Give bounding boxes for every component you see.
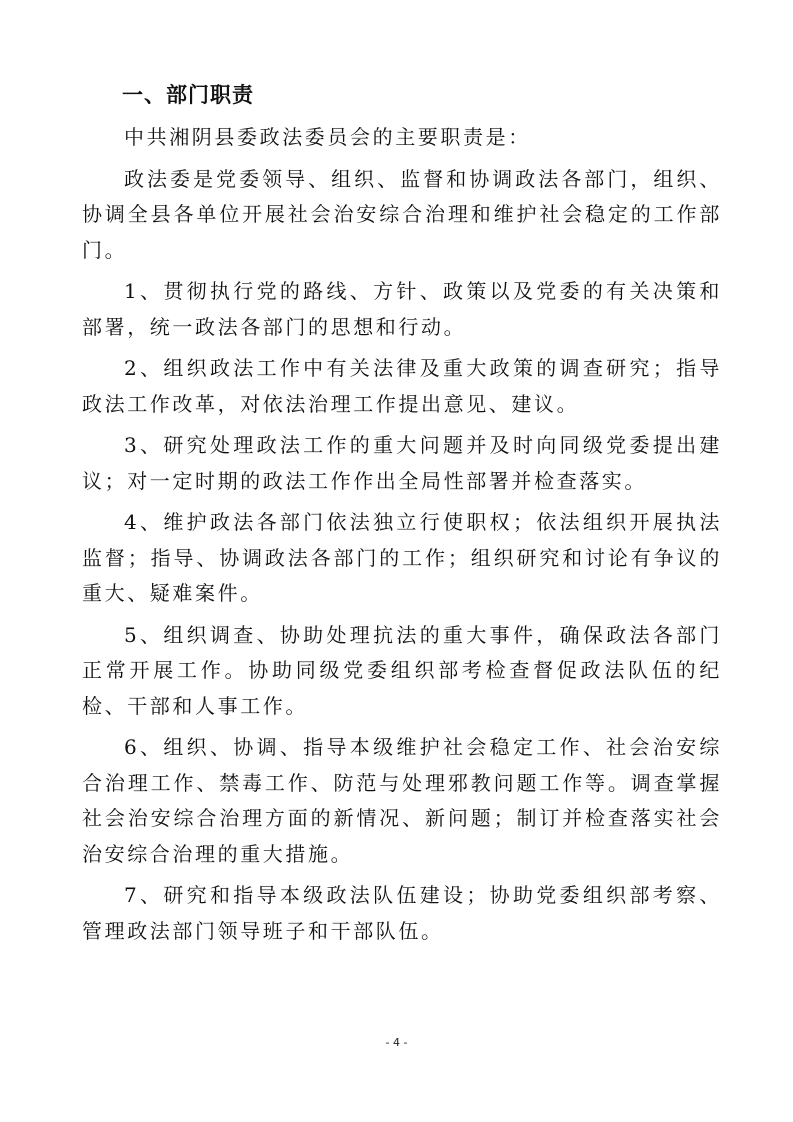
page-number: - 4 - [385,1036,408,1049]
duty-item-7: 7、研究和指导本级政法队伍建设；协助党委组织部考察、管理政法部门领导班子和干部队伍。 [82,883,722,943]
duty-item-1: 1、贯彻执行党的路线、方针、政策以及党委的有关决策和部署，统一政法各部门的思想和行动。 [82,279,722,339]
page-content [82,78,722,955]
duty-item-5: 5、组织调查、协助处理抗法的重大事件，确保政法各部门正常开展工作。协助同级党委组织部考检查督促政法队伍的纪检、干部和人事工作。 [82,622,722,718]
overview-paragraph: 政法委是党委领导、组织、监督和协调政法各部门，组织、协调全县各单位开展社会治安综合治理和维护社会稳定的工作部门。 [82,166,722,262]
section-heading: 一、部门职责 [122,83,254,107]
duty-item-2: 2、组织政法工作中有关法律及重大政策的调查研究；指导政法工作改革，对依法治理工作提出意见、建议。 [82,356,722,416]
duty-item-3: 3、研究处理政法工作的重大问题并及时向同级党委提出建议；对一定时期的政法工作作出全局性部署并检查落实。 [82,433,722,493]
duty-item-6: 6、组织、协调、指导本级维护社会稳定工作、社会治安综合治理工作、禁毒工作、防范与处理邪教问题工作等。调查掌握社会治安综合治理方面的新情况、新问题；制订并检查落实社会治安综合治理的重大措施。 [82,735,722,866]
intro-paragraph: 中共湘阴县委政法委员会的主要职责是： [124,125,531,149]
duty-item-4: 4、维护政法各部门依法独立行使职权；依法组织开展执法监督；指导、协调政法各部门的工作；组织研究和讨论有争议的重大、疑难案件。 [82,510,722,605]
